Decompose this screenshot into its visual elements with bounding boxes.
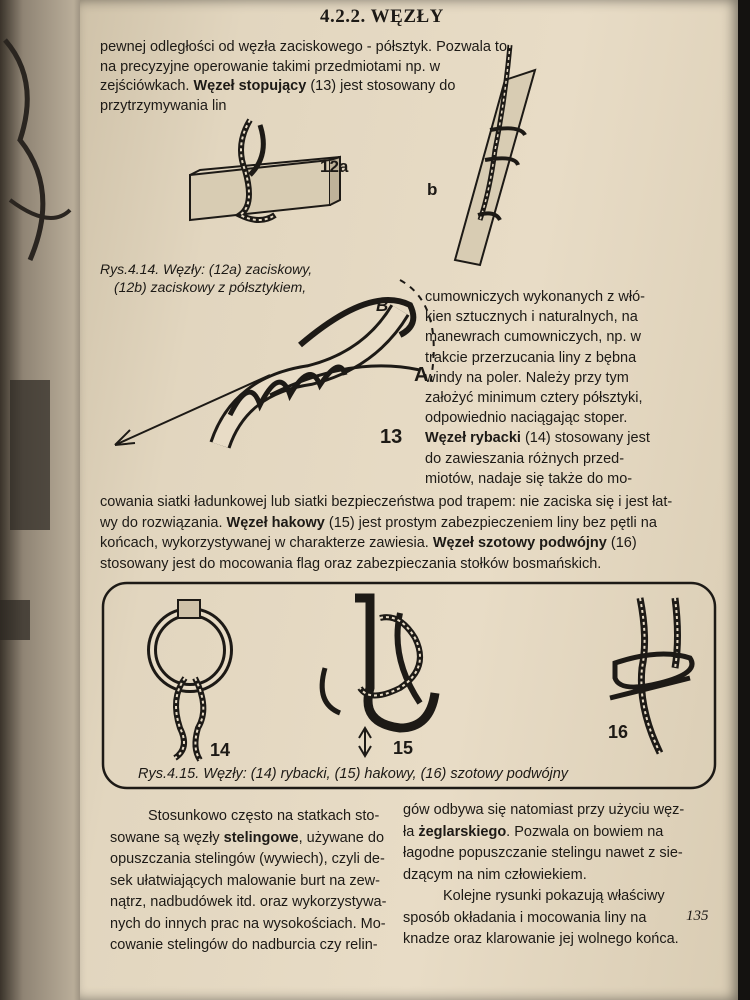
knot-14-drawing bbox=[152, 600, 231, 760]
knot-12b-drawing bbox=[450, 40, 570, 270]
paragraph-stopper: cumowniczych wykonanych z włó- kien sztucznych i naturalnych, na manewrach cumowniczych, np. w trakcie przerzucania liny z bębna windy na poler. Należy przy tym założyć minimum cztery półsztyki, odpowiednio naciągając stoper. Węzeł rybacki (14) stosowany jest do zawieszania różnych przed- miotów, nadaje się także do mo- bbox=[425, 289, 650, 487]
figure-4-15-frame bbox=[100, 578, 720, 793]
column-left: Stosunkowo często na statkach sto- sowane są węzły stelingowe, używane do opuszczania stelingów (wywiech), czyli de- sek ułatwiających malowanie burt na zew- nątrz, nadbudówek itd. oraz wykorzystywa- nych do innych prac na wysokościach. Mo- cowanie stelingów do nadburcia czy relin- bbox=[110, 808, 387, 953]
label-14: 14 bbox=[210, 740, 231, 760]
paragraph-knots: cowania siatki ładunkowej lub siatki bezpieczeństwa pod trapem: nie zaciska się i jest łat- wy do rozwiązania. Węzeł hakowy (15) jest prostym zabezpieczeniem liny bez pętli na końcach, wykorzystywanej w charakterze zawiesia. Węzeł szotowy podwójny (16) stosowany jest do mocowania flag oraz zabezpieczania stołków bosmańskich. bbox=[100, 494, 673, 572]
label-A: A bbox=[414, 364, 429, 386]
page-number: 135 bbox=[686, 908, 709, 924]
book-page bbox=[80, 0, 740, 1000]
knot-15-drawing bbox=[322, 598, 435, 756]
label-15: 15 bbox=[393, 738, 414, 758]
label-12a: 12a bbox=[320, 157, 349, 176]
caption-fig-4-15: Rys.4.15. Węzły: (14) rybacki, (15) hakowy, (16) szotowy podwójny bbox=[138, 766, 569, 782]
label-13: 13 bbox=[380, 426, 403, 448]
column-right: gów odbywa się natomiast przy użyciu węz- ła żeglarskiego. Pozwala on bowiem na łagodne popuszczanie stelingu nawet z sie- dzącym na nim człowiekiem. Kolejne rysunki pokazują właściwy sposób okładania i mocowania liny na knadze oraz klarowanie jej wolnego końca. bbox=[403, 802, 685, 947]
page-header: 4.2.2. WĘZŁY bbox=[320, 6, 444, 27]
facing-page-illustrations bbox=[0, 0, 92, 1000]
label-16: 16 bbox=[608, 722, 629, 742]
label-B: B bbox=[376, 296, 389, 315]
label-b: b bbox=[427, 180, 438, 199]
page-edge-shadow bbox=[738, 0, 750, 1000]
facing-page bbox=[0, 0, 92, 1000]
paragraph-intro: pewnej odległości od węzła zaciskowego - półsztyk. Pozwala to na precyzyjne operowanie takimi przedmiotami np. w zejściówkach. Węzeł stopujący (13) jest stosowany do przytrzymywania lin bbox=[100, 39, 508, 114]
caption-fig-4-14: Rys.4.14. Węzły: (12a) zaciskowy, (12b) zaciskowy z półsztykiem, bbox=[100, 261, 313, 295]
